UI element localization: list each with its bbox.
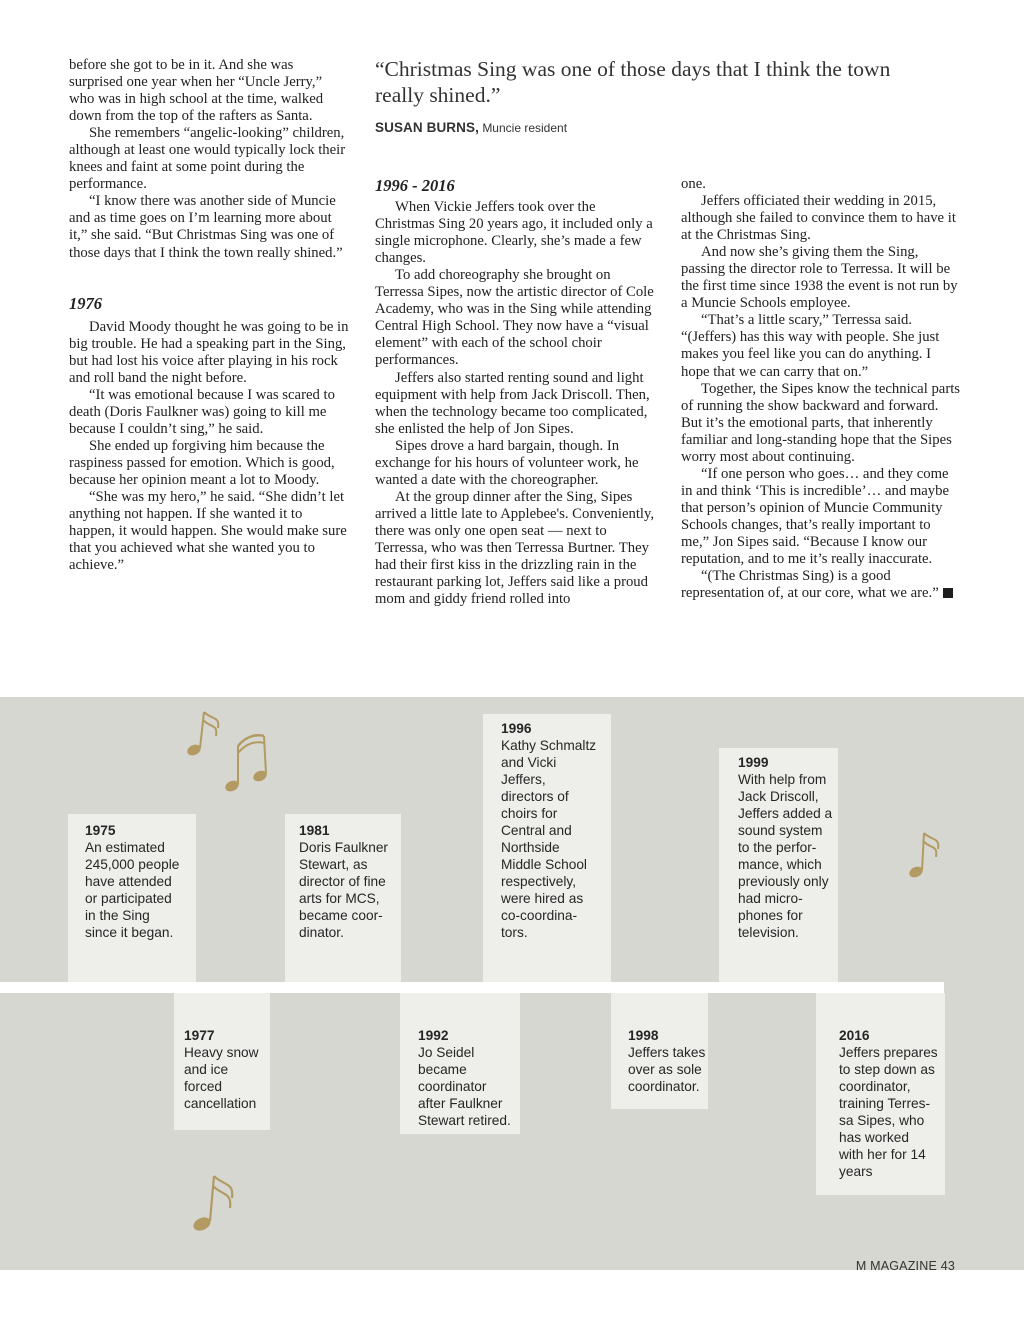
body-paragraph: David Moody thought he was going to be in big trouble. He had a speaking part in the Sing, but had lost his voice after playing in his rock and roll band the night before. bbox=[69, 318, 349, 386]
timeline-text: Doris Faulkner Stewart, as director of fine arts for MCS, became coor- dinator. bbox=[299, 840, 388, 940]
timeline-entry-1975 bbox=[68, 814, 196, 982]
body-paragraph: Together, the Sipes know the technical parts of running the show backward and forward. But it’s the emotional parts, that inherently familiar and long-standing hope that the Sipes worry most about continuing. bbox=[681, 380, 961, 465]
timeline-year: 1999 bbox=[738, 755, 769, 770]
timeline-entry-1996 bbox=[483, 714, 611, 982]
end-mark-icon bbox=[943, 588, 953, 598]
section-heading-1976: 1976 bbox=[69, 293, 102, 313]
timeline-axis bbox=[0, 982, 944, 993]
body-paragraph: before she got to be in it. And she was surprised one year when her “Uncle Jerry,” who was in high school at the time, walked down from the top of the rafters as Santa. bbox=[69, 57, 324, 125]
attribution-name: SUSAN BURNS, bbox=[375, 120, 479, 135]
article-column-1 bbox=[69, 57, 349, 574]
page-folio bbox=[856, 1259, 955, 1273]
body-paragraph: “That’s a little scary,” Terressa said. “(Jeffers) has this way with people. She just makes you feel like you can do anything. I hope that we can carry that on.” bbox=[681, 312, 940, 380]
body-paragraph: And now she’s giving them the Sing, passing the director role to Terressa. It will be the first time since 1938 the event is not run by a Muncie Schools employee. bbox=[681, 244, 958, 312]
timeline-entry-1981 bbox=[285, 814, 401, 982]
timeline-text: With help from Jack Driscoll, Jeffers added a sound system to the perfor- mance, which previously only had micro- phones for television. bbox=[738, 772, 833, 940]
timeline-entry-2016 bbox=[816, 993, 945, 1195]
body-paragraph: Jeffers officiated their wedding in 2015, although she failed to convince them to have it at the Christmas Sing. bbox=[681, 193, 956, 244]
body-paragraph bbox=[681, 568, 961, 602]
body-paragraph: She remembers “angelic-looking” children, although at least one would typically lock their knees and faint at some point during the performance. bbox=[69, 125, 346, 193]
timeline-year: 1996 bbox=[501, 721, 532, 736]
timeline-text: Heavy snow and ice forced cancellation bbox=[184, 1045, 259, 1111]
page-number: 43 bbox=[940, 1259, 955, 1273]
quote-attribution bbox=[375, 120, 567, 135]
timeline-year: 2016 bbox=[839, 1028, 870, 1043]
timeline-text: Jeffers takes over as sole coordinator. bbox=[628, 1045, 706, 1094]
timeline-entry-1999 bbox=[719, 748, 838, 982]
body-paragraph: “If one person who goes… and they come in and think ‘This is incredible’… and maybe that person’s opinion of Muncie Community Schools changes, that’s really important to me,” Jon Sipes said. “Because I know our reputation, and to me it’s really inaccurate. bbox=[681, 465, 949, 568]
body-paragraph: When Vickie Jeffers took over the Christmas Sing 20 years ago, it included only a single microphone. Clearly, she’s made a few changes. bbox=[375, 199, 653, 267]
eighth-note-icon bbox=[188, 1170, 244, 1236]
body-paragraph: “It was emotional because I was scared to death (Doris Faulkner was) going to kill me because I couldn’t sing,” he said. bbox=[69, 386, 335, 437]
body-paragraph: At the group dinner after the Sing, Sipes arrived a little late to Applebee's. Conveniently, there was only one open seat — next to Terressa, who was then Terressa Burtner. They had their first kiss in the drizzling rain in the restaurant parking lot, Jeffers said like a proud mom and giddy friend rolled into bbox=[375, 488, 655, 608]
timeline-text: Jo Seidel became coordinator after Faulkner Stewart retired. bbox=[418, 1045, 511, 1128]
double-eighth-note-icon bbox=[182, 706, 274, 794]
timeline-year: 1981 bbox=[299, 823, 330, 838]
timeline-year: 1975 bbox=[85, 823, 116, 838]
timeline-year: 1998 bbox=[628, 1028, 659, 1043]
eighth-note-icon bbox=[904, 829, 944, 881]
body-paragraph: Jeffers also started renting sound and light equipment with help from Jack Driscoll. Then, when the technology became too complicated, she enlisted the help of Jon Sipes. bbox=[375, 369, 650, 437]
pull-quote: “Christmas Sing was one of those days that I think the town really shined.” bbox=[375, 57, 891, 107]
timeline-text: Kathy Schmaltz and Vicki Jeffers, directors of choirs for Central and Northside Middle School respectively, were hired as co-coordina- tors. bbox=[501, 738, 597, 940]
timeline-entry-1998 bbox=[611, 993, 708, 1109]
body-paragraph: Sipes drove a hard bargain, though. In exchange for his hours of volunteer work, he wanted a date with the choreographer. bbox=[375, 437, 639, 488]
timeline-text: Jeffers prepares to step down as coordinator, training Terres- sa Sipes, who has worked with her for 14 years bbox=[839, 1045, 938, 1179]
magazine-name: M MAGAZINE bbox=[855, 1259, 937, 1273]
timeline-entry-1977 bbox=[174, 993, 270, 1130]
timeline-text: An estimated 245,000 people have attended or participated in the Sing since it began. bbox=[85, 840, 180, 940]
attribution-role: Muncie resident bbox=[482, 121, 568, 135]
final-quote: “(The Christmas Sing) is a good representation of, at our core, what we are.” bbox=[681, 568, 939, 602]
article-column-3 bbox=[681, 176, 961, 602]
body-paragraph: She ended up forgiving him because the raspiness passed for emotion. Which is good, because her opinion meant a lot to Moody. bbox=[69, 437, 335, 489]
body-paragraph: “I know there was another side of Muncie and as time goes on I’m learning more about it,” she said. “But Christmas Sing was one of those days that I think the town really shined.” bbox=[69, 193, 343, 261]
timeline-year: 1977 bbox=[184, 1028, 215, 1043]
body-paragraph: To add choreography she brought on Terressa Sipes, now the artistic director of Cole Academy, who was in the Sing while attending Central High School. They now have a “visual element” with each of the school choir performances. bbox=[375, 267, 654, 369]
body-paragraph: one. bbox=[681, 176, 706, 192]
timeline-entry-1992 bbox=[400, 993, 520, 1134]
section-heading-1996-2016: 1996 - 2016 bbox=[375, 176, 455, 195]
timeline-year: 1992 bbox=[418, 1028, 449, 1043]
body-paragraph: “She was my hero,” he said. “She didn’t let anything not happen. If she wanted it to happen, it would happen. She would make sure that you achieved what she wanted you to achieve.” bbox=[69, 489, 347, 574]
article-column-2 bbox=[375, 177, 655, 608]
